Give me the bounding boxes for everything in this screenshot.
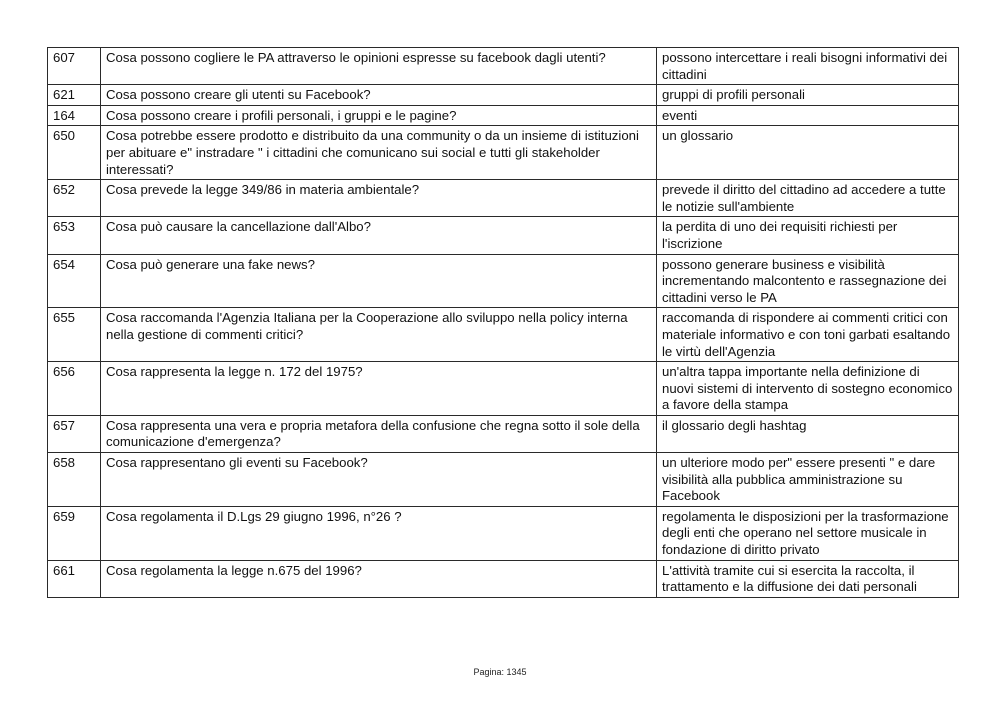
row-id: 655 <box>48 308 101 362</box>
table-row <box>48 560 959 597</box>
row-answer: un ulteriore modo per" essere presenti " e dare visibilità alla pubblica amministrazione su Facebook <box>657 453 959 507</box>
row-id: 661 <box>48 560 101 597</box>
row-id: 659 <box>48 506 101 560</box>
row-id: 650 <box>48 126 101 180</box>
row-question: Cosa prevede la legge 349/86 in materia ambientale? <box>101 180 657 217</box>
table-row <box>48 362 959 416</box>
table-row <box>48 85 959 106</box>
table-row <box>48 453 959 507</box>
row-answer: possono generare business e visibilità incrementando malcontento e rassegnazione dei cittadini verso le PA <box>657 254 959 308</box>
row-question: Cosa rappresenta una vera e propria metafora della confusione che regna sotto il sole della comunicazione d'emergenza? <box>101 415 657 452</box>
row-answer: L'attività tramite cui si esercita la raccolta, il trattamento e la diffusione dei dati personali <box>657 560 959 597</box>
row-answer: il glossario degli hashtag <box>657 415 959 452</box>
row-question: Cosa rappresenta la legge n. 172 del 1975? <box>101 362 657 416</box>
table-row <box>48 105 959 126</box>
row-id: 657 <box>48 415 101 452</box>
row-id: 164 <box>48 105 101 126</box>
row-answer: la perdita di uno dei requisiti richiesti per l'iscrizione <box>657 217 959 254</box>
row-id: 621 <box>48 85 101 106</box>
row-id: 652 <box>48 180 101 217</box>
row-question: Cosa rappresentano gli eventi su Facebook? <box>101 453 657 507</box>
row-id: 607 <box>48 48 101 85</box>
table-row <box>48 254 959 308</box>
row-answer: raccomanda di rispondere ai commenti critici con materiale informativo e con toni garbati esaltando le virtù dell'Agenzia <box>657 308 959 362</box>
row-question: Cosa regolamenta la legge n.675 del 1996? <box>101 560 657 597</box>
row-id: 653 <box>48 217 101 254</box>
row-question: Cosa possono creare i profili personali, i gruppi e le pagine? <box>101 105 657 126</box>
row-answer: regolamenta le disposizioni per la trasformazione degli enti che operano nel settore musicale in fondazione di diritto privato <box>657 506 959 560</box>
qa-table <box>47 47 959 598</box>
row-answer: un'altra tappa importante nella definizione di nuovi sistemi di intervento di sostegno economico a favore della stampa <box>657 362 959 416</box>
row-answer: un glossario <box>657 126 959 180</box>
table-row <box>48 415 959 452</box>
row-id: 658 <box>48 453 101 507</box>
row-answer: gruppi di profili personali <box>657 85 959 106</box>
table-row <box>48 308 959 362</box>
page-number: Pagina: 1345 <box>473 667 527 677</box>
row-id: 654 <box>48 254 101 308</box>
table-row <box>48 180 959 217</box>
qa-table-body <box>48 48 959 598</box>
row-question: Cosa può causare la cancellazione dall'Albo? <box>101 217 657 254</box>
table-row <box>48 506 959 560</box>
row-question: Cosa può generare una fake news? <box>101 254 657 308</box>
row-id: 656 <box>48 362 101 416</box>
row-question: Cosa regolamenta il D.Lgs 29 giugno 1996, n°26 ? <box>101 506 657 560</box>
row-answer: possono intercettare i reali bisogni informativi dei cittadini <box>657 48 959 85</box>
row-answer: eventi <box>657 105 959 126</box>
table-row <box>48 48 959 85</box>
row-question: Cosa potrebbe essere prodotto e distribuito da una community o da un insieme di istituzioni per abituare e" instradare " i cittadini che comunicano sui social e tutti gli stakeholder interessati? <box>101 126 657 180</box>
table-row <box>48 126 959 180</box>
row-question: Cosa raccomanda l'Agenzia Italiana per la Cooperazione allo sviluppo nella policy interna nella gestione di commenti critici? <box>101 308 657 362</box>
row-question: Cosa possono creare gli utenti su Facebook? <box>101 85 657 106</box>
table-row <box>48 217 959 254</box>
row-question: Cosa possono cogliere le PA attraverso le opinioni espresse su facebook dagli utenti? <box>101 48 657 85</box>
row-answer: prevede il diritto del cittadino ad accedere a tutte le notizie sull'ambiente <box>657 180 959 217</box>
